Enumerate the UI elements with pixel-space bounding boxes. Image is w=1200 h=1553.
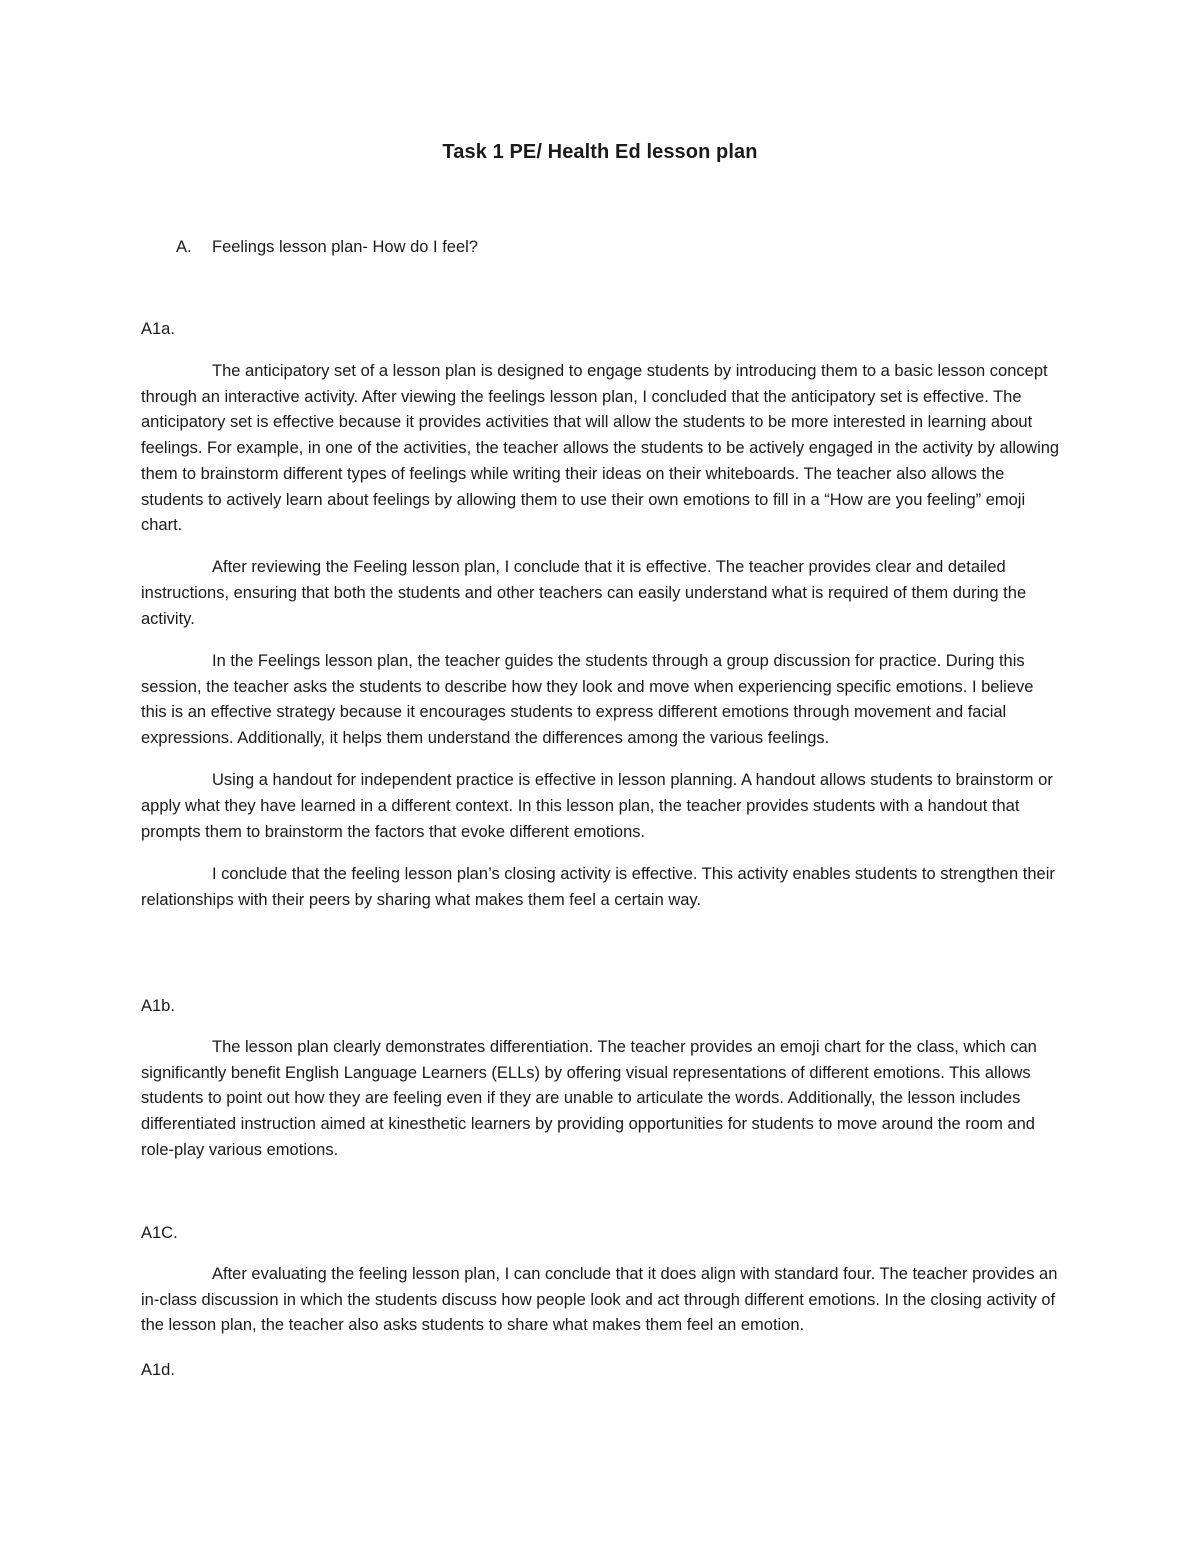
- paragraph: In the Feelings lesson plan, the teacher guides the students through a group discussion for practice. During this session, the teacher asks the students to describe how they look and move when experiencing specific emotions. I believe this is an effective strategy because it encourages students to express different emotions through movement and facial expressions. Additionally, it helps them understand the differences among the various feelings.: [141, 652, 1034, 748]
- paragraph: The lesson plan clearly demonstrates differentiation. The teacher provides an emoji chart for the class, which can significantly benefit English Language Learners (ELLs) by offering visual representations of different emotions. This allows students to point out how they are feeling even if they are unable to articulate the words. Additionally, the lesson includes differentiated instruction aimed at kinesthetic learners by providing opportunities for students to move around the room and role-play various emotions.: [141, 1038, 1037, 1159]
- paragraph: Using a handout for independent practice is effective in lesson planning. A handout allows students to brainstorm or apply what they have learned in a different context. In this lesson plan, the teacher provides students with a handout that prompts them to brainstorm the factors that evoke different emotions.: [141, 771, 1053, 841]
- paragraph: After evaluating the feeling lesson plan, I can conclude that it does align with standard four. The teacher provides an in-class discussion in which the students discuss how people look and act through different emotions. In the closing activity of the lesson plan, the teacher also asks students to share what makes them feel an emotion.: [141, 1265, 1058, 1335]
- list-marker: A.: [176, 238, 192, 256]
- section-body-a1c: [141, 1262, 1061, 1339]
- list-item-text: Feelings lesson plan- How do I feel?: [212, 238, 478, 256]
- section-label-a1d: A1d.: [141, 1361, 175, 1379]
- paragraph: After reviewing the Feeling lesson plan, I conclude that it is effective. The teacher provides clear and detailed instructions, ensuring that both the students and other teachers can easily understand what is required of them during the activity.: [141, 558, 1027, 628]
- list-item-a: [176, 238, 478, 257]
- section-label-a1c: A1C.: [141, 1224, 178, 1242]
- document-title: Task 1 PE/ Health Ed lesson plan: [442, 141, 758, 163]
- paragraph: I conclude that the feeling lesson plan’s closing activity is effective. This activity enables students to strengthen their relationships with their peers by sharing what makes them feel a certain way.: [141, 864, 1055, 909]
- section-body-a1b: [141, 1035, 1061, 1164]
- section-label-a1a: A1a.: [141, 320, 175, 338]
- section-label-a1b: A1b.: [141, 997, 175, 1015]
- paragraph: The anticipatory set of a lesson plan is designed to engage students by introducing them to a basic lesson concept through an interactive activity. After viewing the feelings lesson plan, I concluded that the anticipatory set is effective. The anticipatory set is effective because it provides activities that will allow the students to be more interested in learning about feelings. For example, in one of the activities, the teacher allows the students to be actively engaged in the activity by allowing them to brainstorm different types of feelings while writing their ideas on their whiteboards. The teacher also allows the students to actively learn about feelings by allowing them to use their own emotions to fill in a “How are you feeling” emoji chart.: [141, 362, 1060, 535]
- section-body-a1a: [141, 359, 1061, 913]
